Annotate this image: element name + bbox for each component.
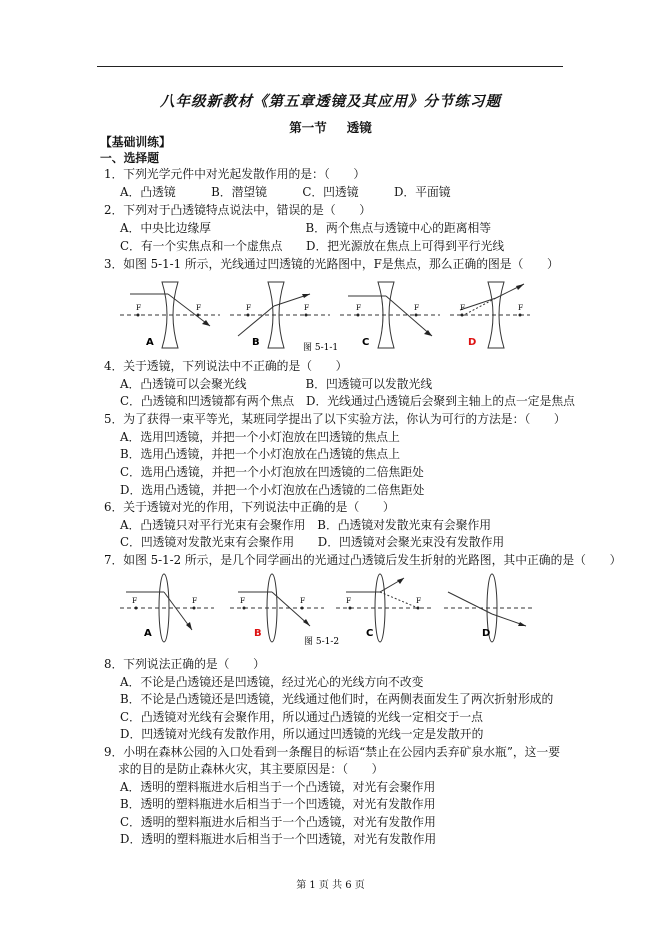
fig1-focus-a-right: F xyxy=(196,303,202,312)
q5-option-b: B．选用凸透镜，并把一个小灯泡放在凸透镜的焦点上 xyxy=(120,447,400,461)
fig2-focus-a-right: F xyxy=(192,596,198,605)
q5-option-c: C．选用凸透镜，并把一个小灯泡放在凹透镜的二倍焦距处 xyxy=(120,465,424,479)
fig1-focus-b-left: F xyxy=(246,303,252,312)
fig2-caption: 图 5-1-2 xyxy=(304,637,340,647)
q8-option-a: A．不论是凸透镜还是凹透镜，经过光心的光线方向不改变 xyxy=(120,675,424,689)
question-9-line1: 9．小明在森林公园的入口处看到一条醒目的标语“禁止在公园内丢弃矿泉水瓶”，这一要 xyxy=(104,745,561,759)
fig2-label-b: B xyxy=(254,628,262,639)
q5-option-d: D．选用凸透镜，并把一个小灯泡放在凸透镜的二倍焦距处 xyxy=(120,483,425,497)
fig1-label-a: A xyxy=(146,337,154,348)
q9-option-c: C．透明的塑料瓶进水后相当于一个凸透镜，对光有发散作用 xyxy=(120,815,436,829)
fig1-label-c: C xyxy=(362,337,370,348)
page-footer: 第 1 页 共 6 页 xyxy=(296,880,365,891)
fig1-focus-b-right: F xyxy=(304,303,310,312)
fig1-focus-c-left: F xyxy=(356,303,362,312)
fig2-focus-c-right: F xyxy=(416,596,422,605)
q8-option-b: B．不论是凸透镜还是凹透镜，光线通过他们时，在两侧表面发生了两次折射形成的 xyxy=(120,692,554,706)
fig2-focus-b-right: F xyxy=(300,596,306,605)
fig1-label-d: D xyxy=(468,337,477,348)
fig1-label-b: B xyxy=(252,337,260,348)
fig1-focus-c-right: F xyxy=(414,303,420,312)
q4-options-cd: C．凸透镜和凹透镜都有两个焦点 D．光线通过凸透镜后会聚到主轴上的点一定是焦点 xyxy=(120,394,575,408)
heading-choice: 一、选择题 xyxy=(100,151,159,165)
fig1-focus-d-right: F xyxy=(518,303,524,312)
figure-5-1-2 xyxy=(114,570,534,650)
section-name: 透镜 xyxy=(346,120,372,135)
question-6: 6．关于透镜对光的作用，下列说法中正确的是（ ） xyxy=(104,500,395,514)
figure-5-1-1 xyxy=(110,276,530,356)
section-number: 第一节 xyxy=(289,120,327,135)
q6-options-cd: C．凹透镜对发散光束有会聚作用 D．凹透镜对会聚光束没有发散作用 xyxy=(120,535,505,549)
question-8: 8．下列说法正确的是（ ） xyxy=(104,657,265,671)
q9-option-b: B．透明的塑料瓶进水后相当于一个凹透镜，对光有发散作用 xyxy=(120,797,436,811)
fig2-label-d: D xyxy=(482,628,491,639)
fig1-focus-a-left: F xyxy=(136,303,142,312)
fig2-focus-a-left: F xyxy=(132,596,138,605)
fig2-focus-c-left: F xyxy=(346,596,352,605)
q8-option-c: C．凸透镜对光线有会聚作用，所以通过凸透镜的光线一定相交于一点 xyxy=(120,710,483,724)
q8-option-d: D．凹透镜对光线有发散作用，所以通过凹透镜的光线一定是发散开的 xyxy=(120,727,484,741)
question-3: 3．如图 5-1-1 所示，光线通过凹透镜的光路图中，F是焦点，那么正确的图是（ ） xyxy=(104,257,559,271)
q6-options-ab: A．凸透镜只对平行光束有会聚作用 B．凸透镜对发散光束有会聚作用 xyxy=(120,518,492,532)
q2-options-ab: A．中央比边缘厚 B．两个焦点与透镜中心的距离相等 xyxy=(120,221,492,235)
q2-options-cd: C．有一个实焦点和一个虚焦点 D．把光源放在焦点上可得到平行光线 xyxy=(120,239,505,253)
question-2: 2．下列对于凸透镜特点说法中，错误的是（ ） xyxy=(104,203,372,217)
q5-option-a: A．选用凹透镜，并把一个小灯泡放在凹透镜的焦点上 xyxy=(120,430,400,444)
question-9-line2: 求的目的是防止森林火灾，其主要原因是：（ ） xyxy=(118,762,384,776)
question-1: 1．下列光学元件中对光起发散作用的是：（ ） xyxy=(104,167,366,181)
question-4: 4．关于透镜，下列说法中不正确的是（ ） xyxy=(104,359,348,373)
heading-basic-training: 【基础训练】 xyxy=(100,135,171,149)
fig1-focus-d-left: F xyxy=(460,303,466,312)
q9-option-d: D．透明的塑料瓶进水后相当于一个凹透镜，对光有发散作用 xyxy=(120,832,437,846)
page-title: 八年级新教材《第五章透镜及其应用》分节练习题 xyxy=(160,93,501,110)
fig2-focus-b-left: F xyxy=(240,596,246,605)
header-rule xyxy=(97,66,563,67)
q4-options-ab: A．凸透镜可以会聚光线 B．凹透镜可以发散光线 xyxy=(120,377,433,391)
fig1-caption: 图 5-1-1 xyxy=(303,343,339,353)
fig2-label-a: A xyxy=(144,628,152,639)
question-5: 5．为了获得一束平等光，某班同学提出了以下实验方法，你认为可行的方法是：（ ） xyxy=(104,412,566,426)
question-7: 7．如图 5-1-2 所示，是几个同学画出的光通过凸透镜后发生折射的光路图，其中正确的是（ ） xyxy=(104,553,622,567)
q1-options: A．凸透镜 B．潜望镜 C．凹透镜 D．平面镜 xyxy=(120,185,451,199)
fig2-label-c: C xyxy=(366,628,374,639)
q9-option-a: A．透明的塑料瓶进水后相当于一个凸透镜，对光有会聚作用 xyxy=(120,780,436,794)
